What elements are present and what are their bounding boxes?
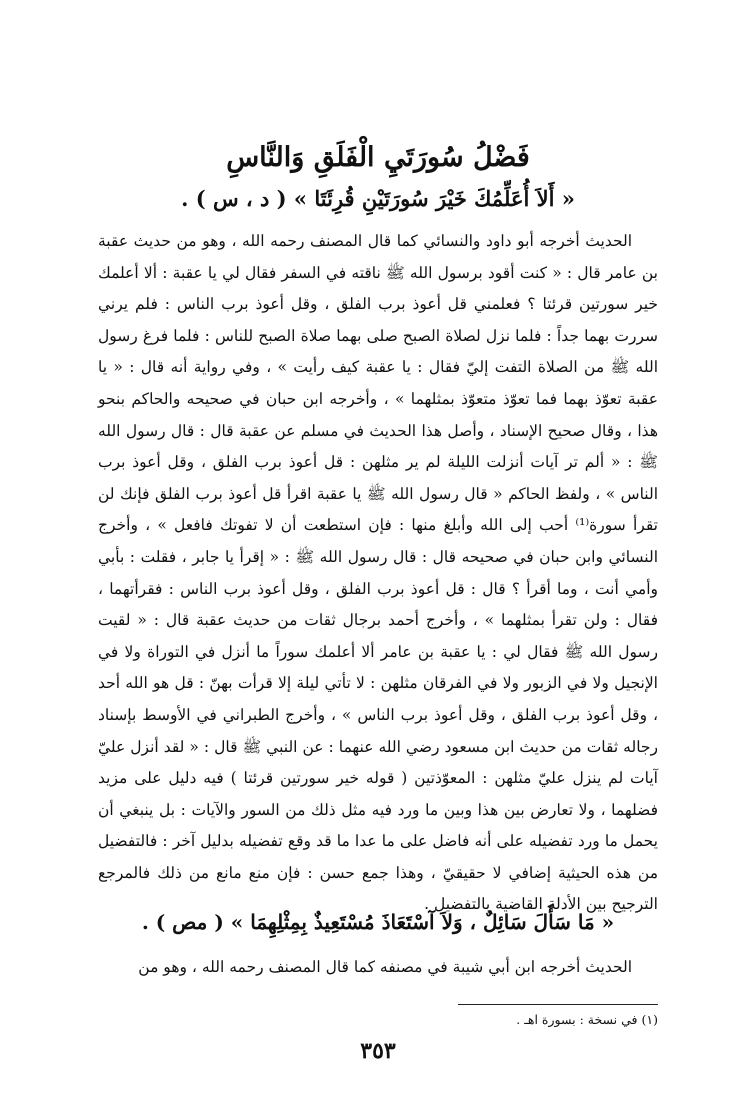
footnote: (١) في نسخة : بسورة اهـ .	[516, 1012, 658, 1027]
page-number: ٣٥٣	[360, 1038, 396, 1064]
body-paragraph: الحديث أخرجه أبو داود والنسائي كما قال المصنف رحمه الله ، وهو من حديث عقبة بن عامر قال : « كنت أقود برسول الله ﷺ ناقته في السفر فقال لي يا عقبة : ألا أعلمك خير سورتين قرئتا ؟ فعلمني قل أعوذ برب الفلق ، وقل أعوذ برب الناس : فلم يرني سررت بهما جداً : فلما نزل لصلاة الصبح صلى بهما صلاة الصبح للناس : فلما فرغ رسول الله ﷺ من الصلاة التفت إليّ فقال : يا عقبة كيف رأيت » ، وفي رواية أنه قال : « يا عقبة تعوّذ بهما فما تعوّذ متعوّذ بمثلهما » ، وأخرجه ابن حبان في صحيحه والحاكم بنحو هذا ، وقال صحيح الإسناد ، وأصل هذا الحديث في مسلم عن عقبة قال : قال رسول الله ﷺ : « ألم تر آيات أنزلت الليلة لم ير مثلهن : قل أعوذ برب الفلق ، وقل أعوذ برب الناس » ، ولفظ الحاكم « قال رسول الله ﷺ يا عقبة اقرأ قل أعوذ برب الفلق فإنك لن تقرأ سورة⁽¹⁾ أحب إلى الله وأبلغ منها : فإن استطعت أن لا تفوتك فافعل » ، وأخرج النسائي وابن حبان في صحيحه قال : قال رسول الله ﷺ : « إقرأ يا جابر ، فقلت : بأبي وأمي أنت ، وما أقرأ ؟ قال : قل أعوذ برب الفلق ، وقل أعوذ برب الناس : فقرأتهما ، فقال : ولن تقرأ بمثلهما » ، وأخرج أحمد برجال ثقات من حديث عقبة قال : « لقيت رسول الله ﷺ فقال لي : يا عقبة بن عامر ألا أعلمك سوراً ما أنزل في التوراة ولا في الإنجيل ولا في الزبور ولا في الفرقان مثلهن : لا تأتي ليلة إلا قرأت بهنّ : قل هو الله أحد ، وقل أعوذ برب الفلق ، وقل أعوذ برب الناس » ، وأخرج الطبراني في الأوسط بإسناد رجاله ثقات من حديث ابن مسعود رضي الله عنهما : عن النبي ﷺ قال : « لقد أنزل عليّ آيات لم ينزل عليّ مثلهن : المعوّذتين ( قوله خير سورتين قرئتا ) فيه دليل على مزيد فضلهما ، ولا تعارض بين هذا وبين ما ورد فيه مثل ذلك من السور والآيات : بل ينبغي أن يحمل ما ورد تفضيله على أنه فاضل على ما عدا ما قد وقع تفضيله بدليل آخر : فالتفضيل من هذه الحيثية إضافي لا حقيقيّ ، وهذا جمع حسن : فإن منع مانع من ذلك فالمرجع الترجيح بين الأدلة القاضية بالتفضيل .	[98, 232, 658, 914]
hadith-heading: « أَلاَ أُعَلِّمُكَ خَيْرَ سُورَتَيْنِ قُرِئَتَا » ( د ، س ) .	[181, 186, 575, 211]
chapter-title: فَضْلُ سُورَتَيِ الْفَلَقِ وَالنَّاسِ	[226, 142, 530, 173]
footnote-divider	[458, 1004, 658, 1005]
body-paragraph-continued: الحديث أخرجه ابن أبي شيبة في مصنفه كما قال المصنف رحمه الله ، وهو من	[138, 958, 632, 976]
second-hadith-heading: « مَا سَأَلَ سَائِلٌ ، وَلاَ آسْتَعَاذَ مُسْتَعِيذٌ بِمِثْلِهِمَا » ( مص ) .	[141, 910, 615, 934]
main-text	[98, 226, 658, 921]
